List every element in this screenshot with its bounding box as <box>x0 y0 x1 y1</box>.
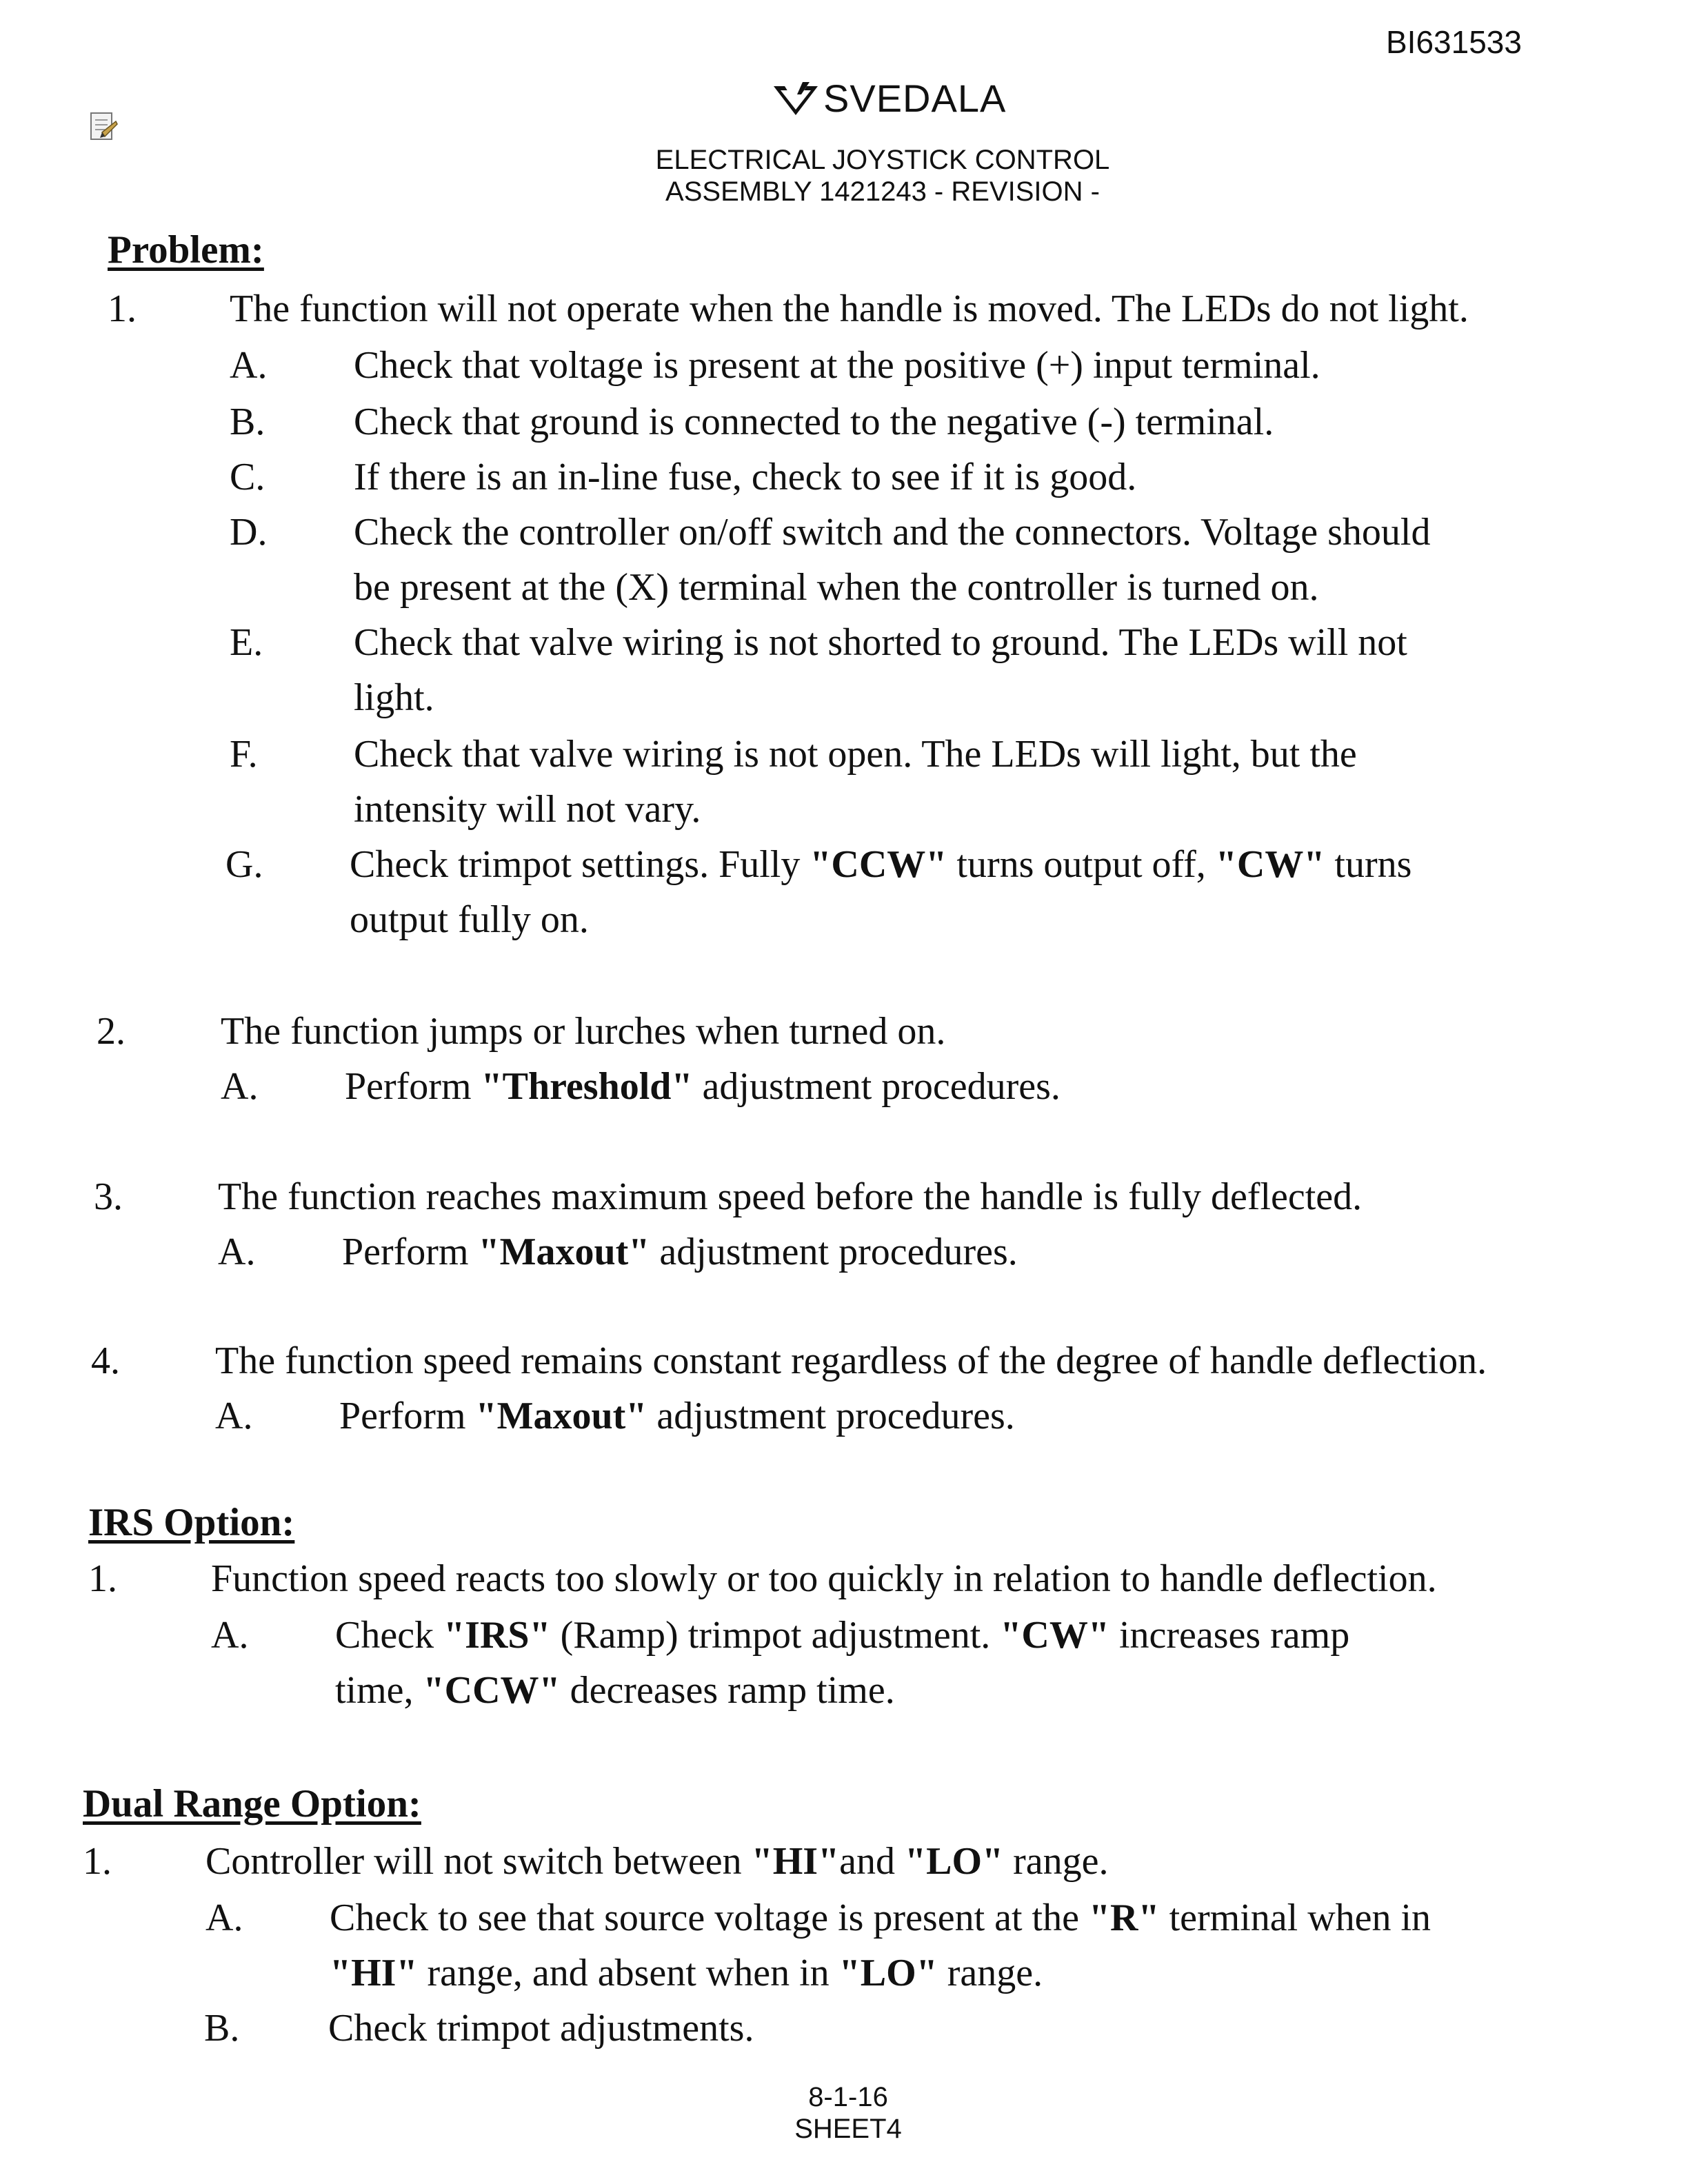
sub-item-text-continued: output fully on. <box>350 898 589 941</box>
sub-item-text-continued: time, "CCW" decreases ramp time. <box>335 1669 895 1712</box>
sub-item-text: Check to see that source voltage is present at the "R" terminal when in <box>330 1897 1431 1939</box>
section-heading-problem: Problem: <box>108 228 264 272</box>
sub-item-text-continued: "HI" range, and absent when in "LO" range. <box>330 1952 1043 1994</box>
title-line-2: ASSEMBLY 1421243 - REVISION - <box>665 176 1100 207</box>
sub-item-text: Check "IRS" (Ramp) trimpot adjustment. "CW" increases ramp <box>335 1614 1350 1657</box>
sheet-label: SHEET4 <box>794 2114 902 2144</box>
item-number: 2. <box>97 1010 125 1053</box>
sub-item-letter: A. <box>230 344 268 387</box>
logo-text: SVEDALA <box>823 77 1007 120</box>
sub-item-text: Perform "Threshold" adjustment procedures. <box>345 1065 1061 1108</box>
sub-item-text: Perform "Maxout" adjustment procedures. <box>342 1231 1018 1273</box>
sub-item-text-continued: be present at the (X) terminal when the controller is turned on. <box>354 566 1319 609</box>
sub-item-letter: A. <box>218 1231 256 1273</box>
sub-item-text: Check trimpot settings. Fully "CCW" turns output off, "CW" turns <box>350 843 1412 886</box>
section-heading-irs-option: IRS Option: <box>88 1501 295 1544</box>
sub-item-text: Check trimpot adjustments. <box>328 2007 754 2050</box>
page-number: 8-1-16 <box>808 2082 888 2112</box>
sub-item-text: Check that valve wiring is not shorted to ground. The LEDs will not <box>354 621 1407 664</box>
sub-item-letter: A. <box>215 1395 253 1437</box>
sub-item-letter: A. <box>205 1897 243 1939</box>
sub-item-letter: C. <box>230 456 265 498</box>
sub-item-letter: E. <box>230 621 263 664</box>
sub-item-letter: F. <box>230 733 258 776</box>
section-heading-dual-range-option: Dual Range Option: <box>83 1782 421 1826</box>
item-number: 1. <box>83 1840 112 1883</box>
item-number: 1. <box>108 287 137 330</box>
item-number: 4. <box>91 1339 120 1382</box>
item-text: The function reaches maximum speed before the handle is fully deflected. <box>218 1175 1363 1218</box>
sub-item-letter: A. <box>211 1614 249 1657</box>
item-text: The function will not operate when the handle is moved. The LEDs do not light. <box>230 287 1469 330</box>
sub-item-letter: B. <box>230 401 265 443</box>
title-line-1: ELECTRICAL JOYSTICK CONTROL <box>655 145 1110 175</box>
sub-item-text: Perform "Maxout" adjustment procedures. <box>339 1395 1015 1437</box>
item-text: Function speed reacts too slowly or too quickly in relation to handle deflection. <box>211 1557 1437 1600</box>
item-number: 1. <box>88 1557 117 1600</box>
item-text: Controller will not switch between "HI"and "LO" range. <box>205 1840 1109 1883</box>
sub-item-text: Check the controller on/off switch and the connectors. Voltage should <box>354 511 1431 554</box>
sub-item-text-continued: intensity will not vary. <box>354 788 701 831</box>
item-text: The function jumps or lurches when turned on. <box>221 1010 946 1053</box>
svedala-logo <box>771 76 1006 121</box>
sub-item-text-continued: light. <box>354 676 434 719</box>
sub-item-letter: A. <box>221 1065 259 1108</box>
sub-item-letter: G. <box>225 843 263 886</box>
sub-item-text: If there is an in-line fuse, check to see if it is good. <box>354 456 1137 498</box>
sub-item-letter: B. <box>204 2007 240 2050</box>
document-icon <box>90 112 119 143</box>
sub-item-letter: D. <box>230 511 268 554</box>
item-text: The function speed remains constant regardless of the degree of handle deflection. <box>215 1339 1487 1382</box>
svedala-logo-icon <box>771 81 821 117</box>
sub-item-text: Check that valve wiring is not open. The LEDs will light, but the <box>354 733 1357 776</box>
document-id: BI631533 <box>1386 24 1522 60</box>
sub-item-text: Check that ground is connected to the negative (-) terminal. <box>354 401 1274 443</box>
sub-item-text: Check that voltage is present at the positive (+) input terminal. <box>354 344 1320 387</box>
item-number: 3. <box>94 1175 123 1218</box>
